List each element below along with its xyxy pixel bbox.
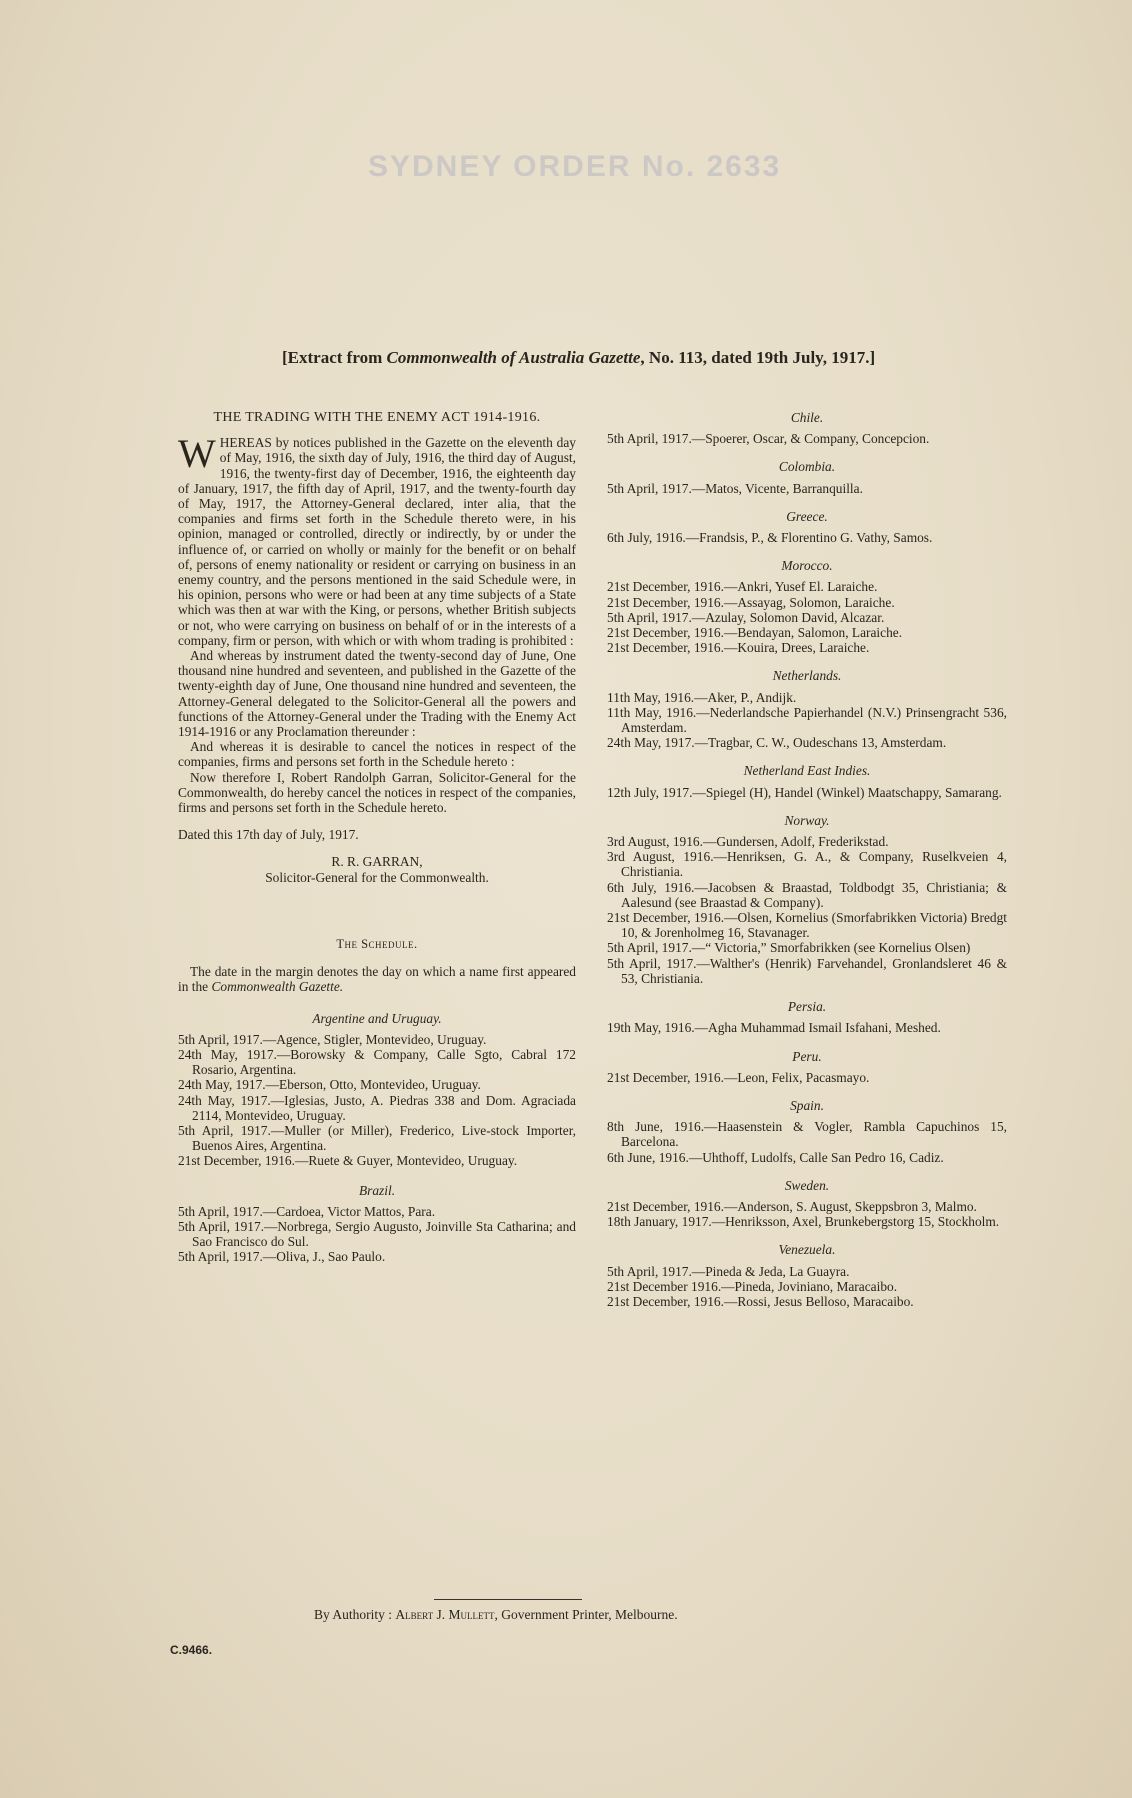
schedule-entry: 21st December, 1916.—Bendayan, Salomon, Laraiche.: [607, 625, 903, 641]
country-heading: Norway.: [784, 812, 830, 828]
country-heading: Brazil.: [358, 1182, 396, 1198]
schedule-entry: 5th April, 1917.—Spoerer, Oscar, & Company, Concepcion.: [607, 431, 930, 447]
country-heading: Spain.: [790, 1097, 824, 1113]
operative-paragraph: Now therefore I, Robert Randolph Garran, Solicitor-General for the Commonwealth, do hereby cancel the notices in respect of the companies, firms and persons set forth in the Schedule hereto.: [178, 769, 576, 816]
schedule-entry: 18th January, 1917.—Henriksson, Axel, Brunkebergstorg 15, Stockholm.: [607, 1214, 1000, 1230]
schedule-entry: 19th May, 1916.—Agha Muhammad Ismail Isfahani, Meshed.: [607, 1020, 941, 1036]
schedule-entry: 6th July, 1916.—Frandsis, P., & Florentino G. Vathy, Samos.: [607, 530, 933, 546]
drop-cap: W: [178, 431, 216, 477]
schedule-entry: 5th April, 1917.—Azulay, Solomon David, Alcazar.: [607, 609, 885, 625]
left-schedule-sections: [178, 1011, 576, 1279]
country-heading: Greece.: [786, 508, 828, 524]
schedule-entry: 24th May, 1917.—Tragbar, C. W., Oudeschans 13, Amsterdam.: [607, 735, 947, 751]
schedule-entry: 21st December, 1916.—Ruete & Guyer, Montevideo, Uruguay.: [178, 1153, 518, 1169]
schedule-entry: 11th May, 1916.—Aker, P., Andijk.: [607, 689, 797, 705]
act-title: THE TRADING WITH THE ENEMY ACT 1914-1916.: [213, 410, 541, 425]
schedule-entry: 21st December, 1916.—Ankri, Yusef El. Laraiche.: [607, 579, 878, 595]
country-heading: Netherland East Indies.: [743, 763, 871, 779]
country-heading: Persia.: [787, 999, 827, 1015]
country-heading: Colombia.: [778, 459, 836, 475]
schedule-entry: 24th May, 1917.—Iglesias, Justo, A. Piedras 338 and Dom. Agraciada 2114, Montevideo, Uruguay.: [178, 1092, 576, 1123]
schedule-entry: 21st December, 1916.—Olsen, Kornelius (Smorfabrikken Victoria) Bredgt 10, & Jorenholmeg 16, Stavanager.: [607, 910, 1007, 941]
extract-gazette-name: Commonwealth of Australia Gazette: [386, 348, 641, 367]
footer-printer: Albert J. Mullett,: [395, 1607, 498, 1622]
footer-pre: By Authority :: [314, 1607, 396, 1622]
preamble-paragraph-1: [178, 431, 576, 648]
schedule-title: The Schedule.: [336, 936, 418, 951]
schedule-entry: 11th May, 1916.—Nederlandsche Papierhandel (N.V.) Prinsengracht 536, Amsterdam.: [607, 704, 1007, 736]
schedule-entry: 21st December, 1916.—Leon, Felix, Pacasmayo.: [607, 1069, 870, 1085]
extract-pre: [Extract from: [282, 348, 387, 367]
document-code: C.9466.: [170, 1643, 213, 1657]
schedule-entry: 5th April, 1917.—Agence, Stigler, Montevideo, Uruguay.: [178, 1031, 487, 1047]
schedule-entry: 5th April, 1917.—Oliva, J., Sao Paulo.: [178, 1249, 386, 1265]
schedule-entry: 5th April, 1917.—Norbrega, Sergio Augusto, Joinville Sta Catharina; and Sao Francisco do Sul.: [178, 1218, 576, 1250]
footer-post: Government Printer, Melbourne.: [497, 1607, 678, 1622]
preamble-text-1: HEREAS by notices published in the Gazette on the eleventh day of May, 1916, the sixth day of July, 1916, the third day of August, 1916, the twenty-first day of December, 1916, the eighteenth day of January, 1917, the fifth day of April, 1917, and the twenty-fourth day of May, 1917, the Attorney-General declared, inter alia, that the companies and firms set forth in the Schedule thereto were, in his opinion, managed or controlled, directly or indirectly, by or under the influence of, or carried on wholly or mainly for the benefit or on behalf of, persons of enemy nationality or resident or carrying on business in an enemy country, and the persons mentioned in the said Schedule were, in his opinion, persons who were or had been at any time subjects of a State which was then at war with the King, or persons, whether British subjects or not, who were carrying on business on behalf of or in the interests of a company, firm or person, with which or with whom trading is prohibited :: [178, 435, 576, 648]
preamble-paragraph-3: And whereas it is desirable to cancel the notices in respect of the companies, firms and persons set forth in the Schedule hereto :: [178, 739, 576, 770]
right-schedule-sections: [607, 410, 1007, 1322]
sydney-order-stamp: SYDNEY ORDER No. 2633: [368, 150, 782, 183]
schedule-entry: 24th May, 1917.—Eberson, Otto, Montevideo, Uruguay.: [178, 1077, 481, 1093]
schedule-entry: 5th April, 1917.—Pineda & Jeda, La Guayra.: [607, 1263, 850, 1279]
schedule-entry: 3rd August, 1916.—Gundersen, Adolf, Frederikstad.: [607, 834, 889, 850]
schedule-entry: 12th July, 1917.—Spiegel (H), Handel (Winkel) Maatschappy, Samarang.: [607, 784, 1002, 800]
dated-line: Dated this 17th day of July, 1917.: [178, 827, 359, 843]
signer-name: R. R. GARRAN,: [331, 854, 423, 870]
schedule-note-text: The date in the margin denotes the day on which a name first appeared in the: [178, 964, 576, 995]
schedule-entry: 5th April, 1917.—Muller (or Miller), Frederico, Live-stock Importer, Buenos Aires, Argentina.: [178, 1122, 576, 1154]
preamble-paragraph-2: And whereas by instrument dated the twenty-second day of June, One thousand nine hundred and seventeen, and published in the Gazette of the twenty-eighth day of June, One thousand nine hundred and seventeen, the Attorney-General delegated to the Solicitor-General all the powers and functions of the Attorney-General under the Trading with the Enemy Act 1914-1916 or any Proclamation thereunder :: [178, 648, 576, 740]
extract-post: , No. 113, dated 19th July, 1917.]: [640, 348, 876, 367]
right-column: [607, 410, 1007, 1322]
schedule-entry: 21st December, 1916.—Assayag, Solomon, Laraiche.: [607, 594, 895, 610]
country-heading: Netherlands.: [772, 668, 842, 684]
schedule-entry: 3rd August, 1916.—Henriksen, G. A., & Company, Ruselkveien 4, Christiania.: [607, 849, 1007, 880]
schedule-note: [178, 964, 576, 994]
left-column: [178, 410, 576, 1279]
country-heading: Morocco.: [781, 558, 833, 574]
schedule-entry: 21st December, 1916.—Kouira, Drees, Laraiche.: [607, 640, 870, 656]
schedule-entry: 5th April, 1917.—Cardoea, Victor Mattos, Para.: [178, 1203, 436, 1219]
country-heading: Venezuela.: [778, 1242, 836, 1258]
schedule-entry: 6th June, 1916.—Uhthoff, Ludolfs, Calle San Pedro 16, Cadiz.: [607, 1149, 944, 1165]
extract-header: [282, 348, 1002, 368]
schedule-entry: 5th April, 1917.—Matos, Vicente, Barranquilla.: [607, 480, 863, 496]
schedule-note-gazette: Commonwealth Gazette.: [211, 979, 344, 995]
signer-title: Solicitor-General for the Commonwealth.: [265, 869, 489, 885]
schedule-entry: 21st December 1916.—Pineda, Joviniano, Maracaibo.: [607, 1278, 898, 1294]
schedule-entry: 21st December, 1916.—Rossi, Jesus Belloso, Maracaibo.: [607, 1293, 914, 1309]
schedule-entry: 5th April, 1917.—“ Victoria,” Smorfabrikken (see Kornelius Olsen): [607, 940, 971, 956]
country-heading: Argentine and Uruguay.: [312, 1010, 442, 1026]
footer-rule: [434, 1599, 582, 1600]
schedule-entry: 24th May, 1917.—Borowsky & Company, Calle Sgto, Cabral 172 Rosario, Argentina.: [178, 1046, 576, 1078]
schedule-entry: 5th April, 1917.—Walther's (Henrik) Farvehandel, Gronlandsleret 46 & 53, Christiania.: [607, 955, 1007, 986]
country-heading: Chile.: [790, 410, 824, 425]
printer-footer: [314, 1607, 954, 1623]
country-heading: Peru.: [792, 1048, 822, 1064]
schedule-entry: 6th July, 1916.—Jacobsen & Braastad, Toldbodgt 35, Christiania; & Aalesund (see Braastad & Company).: [607, 879, 1007, 910]
schedule-entry: 8th June, 1916.—Haasenstein & Vogler, Rambla Capuchinos 15, Barcelona.: [607, 1119, 1007, 1150]
country-heading: Sweden.: [784, 1177, 830, 1193]
schedule-entry: 21st December, 1916.—Anderson, S. August, Skeppsbron 3, Malmo.: [607, 1198, 977, 1214]
